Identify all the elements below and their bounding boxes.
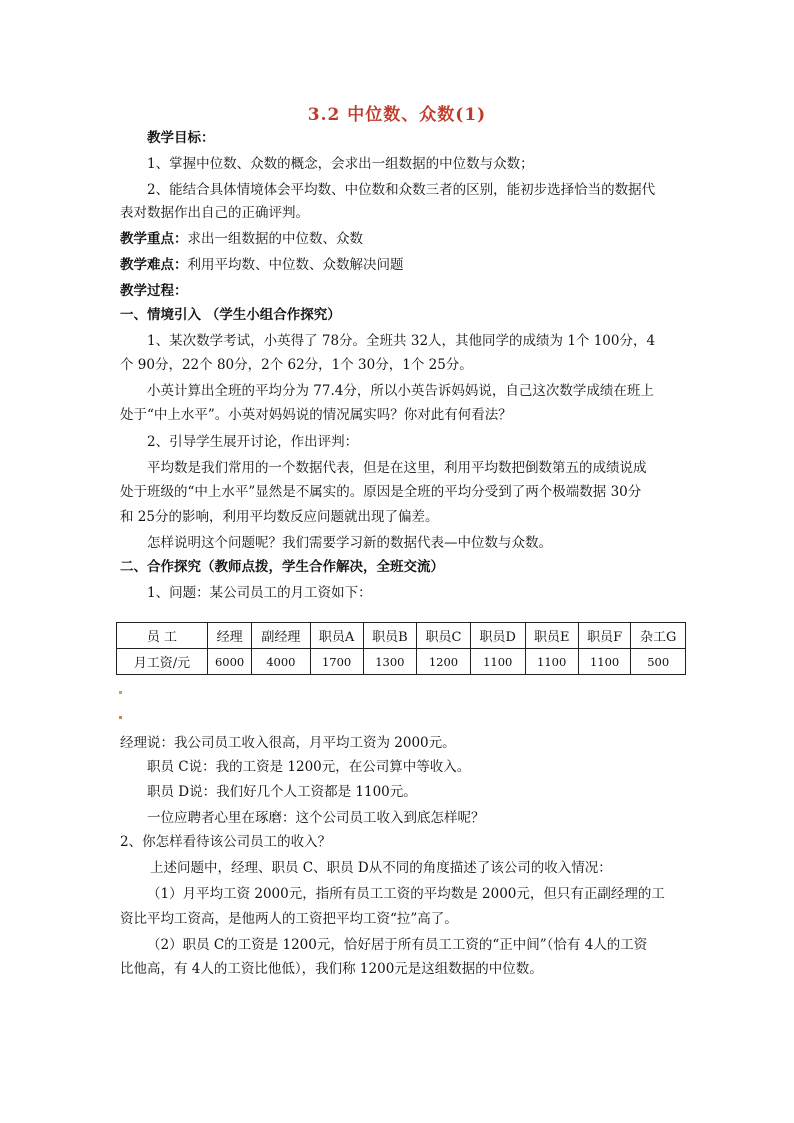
salary-table [116,622,686,675]
difficulty [120,255,680,275]
section-2-q2-p2-line-1: （1）月平均工资 2000元，指所有员工工资的平均数是 2000元，但只有正副经理的工 [147,886,665,902]
table-cell: 1100 [578,649,631,675]
table-cell: 1200 [417,649,471,675]
table-header-cell: 职员A [310,623,363,649]
table-header-cell: 员 工 [117,623,208,649]
table-cell: 500 [631,649,686,675]
section-2-q2-p3-line-1: （2）职员 C的工资是 1200元，恰好居于所有员工工资的“正中间”（恰有 4人的工资 [147,937,648,953]
table-cell: 1100 [525,649,578,675]
table-cell: 4000 [252,649,310,675]
table-header-cell: 杂工G [631,623,686,649]
difficulty-label: 教学难点： [120,257,188,273]
table-header-cell: 职员E [525,623,578,649]
manager-says: 经理说：我公司员工收入很高，月平均工资为 2000元。 [120,735,456,751]
table-cell: 6000 [208,649,252,675]
section-1-p1-line-2: 个 90分，22个 80分，2个 62分，1个 30分，1个 25分。 [120,357,473,373]
section-2-q1: 1、问题：某公司员工的月工资如下： [147,585,372,601]
section-1-p3: 2、引导学生展开讨论，作出评判： [147,434,359,450]
goal-item-2-line-1: 2、能结合具体情境体会平均数、中位数和众数三者的区别，能初步选择恰当的数据代 [147,182,656,198]
marker-dot [119,691,122,694]
staff-d-says: 职员 D说：我们好几个人工资都是 1100元。 [147,784,417,800]
table-header-cell: 职员D [470,623,525,649]
key-point-label: 教学重点： [120,231,188,247]
goals-heading: 教学目标： [147,130,215,146]
section-2-heading: 二、合作探究（教师点拨，学生合作解决，全班交流） [120,559,444,575]
section-1-heading: 一、情境引入 （学生小组合作探究） [120,307,341,323]
table-cell: 1700 [310,649,363,675]
key-point-text: 求出一组数据的中位数、众数 [187,231,363,247]
table-header-cell: 职员F [578,623,631,649]
marker-dot [119,716,122,719]
goal-item-2-line-2: 表对数据作出自己的正确评判。 [120,205,309,221]
lesson-title: 3.2 中位数、众数(1) [307,105,487,125]
section-1-p1-line-1: 1、某次数学考试，小英得了 78分。全班共 32人，其他同学的成绩为 1个 100分，4 [147,333,656,349]
table-header-cell: 职员B [363,623,416,649]
section-1-p5: 怎样说明这个问题呢？我们需要学习新的数据代表—中位数与众数。 [147,535,552,551]
section-2-q2-p2-line-2: 资比平均工资高，是他两人的工资把平均工资“拉”高了。 [120,911,458,927]
table-header-cell: 经理 [208,623,252,649]
section-1-p4-line-1: 平均数是我们常用的一个数据代表，但是在这里，利用平均数把倒数第五的成绩说成 [147,460,647,476]
salary-value-row [117,649,686,675]
table-header-cell: 职员C [417,623,471,649]
section-2-q2: 2、你怎样看待该公司员工的收入？ [120,834,332,850]
process-heading: 教学过程： [120,283,188,299]
goal-item-1: 1、掌握中位数、众数的概念，会求出一组数据的中位数与众数； [147,156,534,172]
key-point [120,229,680,249]
staff-c-says: 职员 C说：我的工资是 1200元，在公司算中等收入。 [147,759,471,775]
applicant-thought: 一位应聘者心里在琢磨：这个公司员工收入到底怎样呢？ [147,810,485,826]
table-cell: 1100 [470,649,525,675]
section-2-q2-p3-line-2: 比他高，有 4人的工资比他低），我们称 1200元是这组数据的中位数。 [120,961,543,977]
section-1-p2-line-2: 处于“中上水平”。小英对妈妈说的情况属实吗？你对此有何看法？ [120,407,512,423]
section-1-p4-line-2: 处于班级的“中上水平”显然是不属实的。原因是全班的平均分受到了两个极端数据 30分 [120,484,642,500]
table-header-cell: 副经理 [252,623,310,649]
table-row-label: 月工资/元 [117,649,208,675]
difficulty-text: 利用平均数、中位数、众数解决问题 [187,257,404,273]
salary-header-row [117,623,686,649]
section-2-q2-p1: 上述问题中，经理、职员 C、职员 D从不同的角度描述了该公司的收入情况： [150,860,612,876]
table-cell: 1300 [363,649,416,675]
section-1-p2-line-1: 小英计算出全班的平均分为 77.4分，所以小英告诉妈妈说，自己这次数学成绩在班上 [147,383,654,399]
section-1-p4-line-3: 和 25分的影响，利用平均数反应问题就出现了偏差。 [120,509,439,525]
